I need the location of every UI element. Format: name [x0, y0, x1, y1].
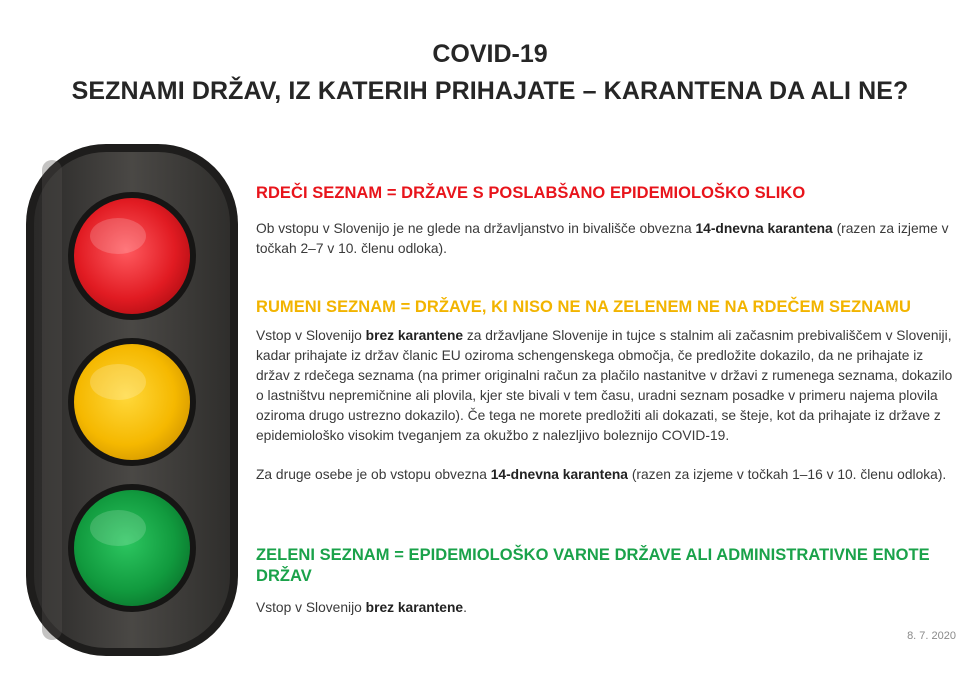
green-list-heading: ZELENI SEZNAM = EPIDEMIOLOŠKO VARNE DRŽAVE ALI ADMINISTRATIVNE ENOTE DRŽAV [256, 546, 930, 585]
page-title: SEZNAMI DRŽAV, IZ KATERIH PRIHAJATE – KARANTENA DA ALI NE? [71, 77, 909, 105]
green-list-text: Vstop v Slovenijo brez karantene. [256, 600, 467, 615]
red-list-heading: RDEČI SEZNAM = DRŽAVE S POSLABŠANO EPIDEMIOLOŠKO SLIKO [256, 184, 806, 202]
yellow-list-text: Vstop v Slovenijo brez karantene za državljane Slovenije in tujce s stalnim ali začasnim prebivališčem v Sloveniji, kadar prihajate iz držav članic EU oziroma schengenskega območja, če predložite dokazilo, da ne prihajate iz držav z rdečega seznama (na primer originalni račun za plačilo nastanitve v državi z rumenega seznama, dokazilo o lastništvu nepremičnine ali plovila, kjer ste bivali v tem času, uradni seznam posadke v primeru najema plovila oziroma drugo ustrezno dokazilo). Če tega ne morete predložiti ali dokazati, se šteje, kot da prihajate iz države z epidemiološko visokim tveganjem za okužbo z nalezljivo boleznijo COVID-19. [256, 328, 953, 443]
green-light-icon [68, 484, 196, 612]
red-list-text: Ob vstopu v Slovenijo je ne glede na državljanstvo in bivališče obvezna 14-dnevna karantena (razen za izjeme v točkah 2–7 v 10. členu odloka). [256, 221, 949, 256]
yellow-list-heading: RUMENI SEZNAM = DRŽAVE, KI NISO NE NA ZELENEM NE NA RDEČEM SEZNAMU [256, 298, 911, 316]
title-covid: COVID-19 [432, 40, 548, 68]
traffic-light-icon [22, 140, 242, 660]
red-light-icon [68, 192, 196, 320]
yellow-list-text-2: Za druge osebe je ob vstopu obvezna 14-dnevna karantena (razen za izjeme v točkah 1–16 v 10. členu odloka). [256, 467, 947, 482]
yellow-light-icon [68, 338, 196, 466]
date-label: 8. 7. 2020 [907, 630, 956, 642]
